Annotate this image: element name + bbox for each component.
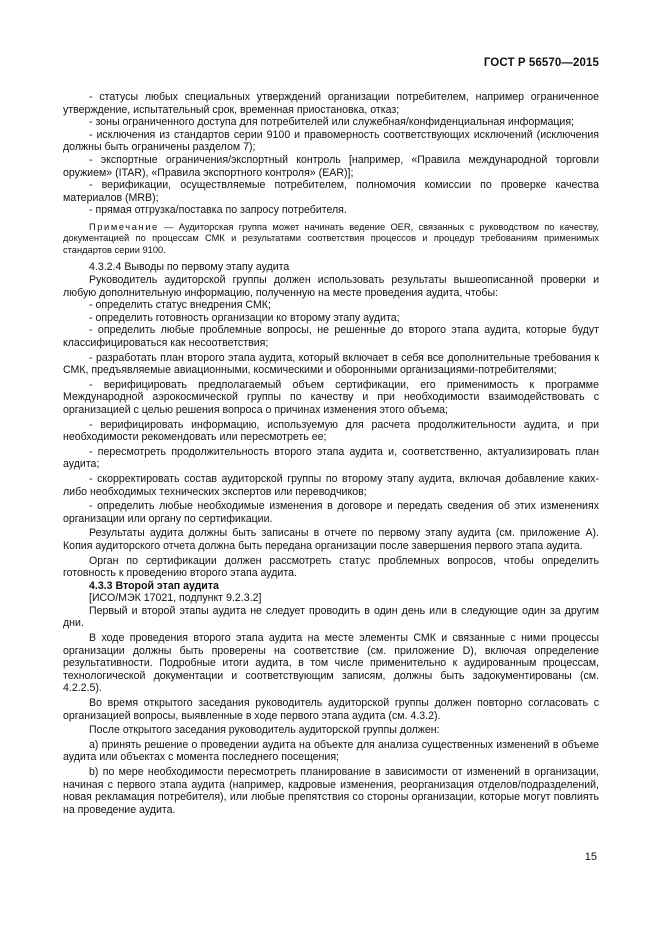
list-item: - верификации, осуществляемые потребителем, полномочия комиссии по проверке качества материалов (MRB); — [63, 179, 599, 204]
list-item: - прямая отгрузка/поставка по запросу потребителя. — [89, 204, 347, 217]
paragraph: Результаты аудита должны быть записаны в отчете по первому этапу аудита (см. приложение А). Копия аудиторского отчета должна быть передана организации после завершения первого этапа аудита. — [63, 527, 599, 552]
page-body — [63, 91, 599, 816]
list-item: - определить готовность организации ко второму этапу аудита; — [89, 311, 400, 324]
page-number: 15 — [584, 851, 597, 863]
paragraph: Руководитель аудиторской группы должен использовать результаты вышеописанной проверки и любую дополнительную информацию, полученную на месте проведения аудита, чтобы: — [63, 274, 599, 299]
paragraph: Первый и второй этапы аудита не следует проводить в один день или в следующие один за другим дни. — [63, 604, 599, 630]
list-item: - определить статус внедрения СМК; — [89, 299, 271, 312]
paragraph: Во время открытого заседания руководитель аудиторской группы должен повторно согласовать с организацией вопросы, выявленные в ходе первого этапа аудита (см. 4.3.2). — [63, 697, 599, 722]
section-heading: 4.3.2.4 Выводы по первому этапу аудита — [89, 261, 290, 274]
paragraph: Орган по сертификации должен рассмотреть статус проблемных вопросов, чтобы определить готовность к проведению второго этапа аудита. — [63, 554, 599, 580]
list-item: - пересмотреть продолжительность второго этапа аудита и, соответственно, актуализировать план аудита; — [63, 445, 599, 471]
document-header: ГОСТ Р 56570—2015 — [483, 57, 599, 69]
list-item: - скорректировать состав аудиторской группы по второму этапу аудита, включая добавление каких-либо необходимых технических экспертов или переводчиков; — [63, 472, 599, 498]
list-item: - зоны ограниченного доступа для потребителей или служебная/конфиденциальная информация; — [89, 116, 575, 129]
list-item: a) принять решение о проведении аудита на объекте для анализа существенных изменений в объеме аудита или объектах с момента последнего посещения; — [63, 738, 599, 764]
list-item: b) по мере необходимости пересмотреть планирование в зависимости от изменений в организации, начиная с первого этапа аудита (например, кадровые изменения, реорганизация отделов/подразделений, новая рекламация потребителя), или любые препятствия со стороны организации, которые могут повлиять на проведение аудита. — [63, 766, 599, 816]
reference: [ИСО/МЭК 17021, подпункт 9.2.3.2] — [89, 592, 262, 605]
note-label: Примечание — [89, 221, 159, 232]
list-item: - статусы любых специальных утверждений организации потребителем, например ограниченное утверждение, испытательный срок, временная приостановка, отказ; — [63, 91, 599, 116]
list-item: - экспортные ограничения/экспортный контроль [например, «Правила международной торговли оружием» (ITAR), «Правила экспортного контроля» (EAR)]; — [63, 153, 599, 179]
section-heading: 4.3.3 Второй этап аудита — [89, 579, 219, 592]
note-text: — Аудиторская группа может начинать ведение OER, связанных с руководством по качеству, документацией по процессам СМК и результатами соответствия процессов и процедур требованиям применимых стандартов серии 9100. — [63, 221, 599, 255]
list-item: - определить любые необходимые изменения в договоре и передать сведения об этих изменениях организации или органу по сертификации. — [63, 500, 599, 525]
note — [63, 222, 599, 257]
paragraph: После открытого заседания руководитель аудиторской группы должен: — [89, 724, 440, 737]
list-item: - верифицировать информацию, используемую для расчета продолжительности аудита, и при необходимости рекомендовать или пересмотреть ее; — [63, 418, 599, 444]
paragraph: В ходе проведения второго этапа аудита на месте элементы СМК и связанные с ними процессы организации должны быть проверены на соответствие (см. приложение D), включая определение результативности. Подробные итоги аудита, в том числе применительно к аудированным процессам, технологической документации и соответствующим записям, должны быть задокументированы (см. 4.2.2.5). — [63, 632, 599, 695]
list-item: - разработать план второго этапа аудита, который включает в себя все дополнительные требования к СМК, предъявляемые авиационными, космическими и оборонными организациями-потребителями; — [63, 351, 599, 377]
list-item: - верифицировать предполагаемый объем сертификации, его применимость к программе Международной аэрокосмической группы по качеству и при необходимости взаимодействовать с организацией с целью решения вопроса о причинах изменения этого объема; — [63, 378, 599, 416]
list-item: - определить любые проблемные вопросы, не решенные до второго этапа аудита, которые будут классифицироваться как несоответствия; — [63, 324, 599, 349]
list-item: - исключения из стандартов серии 9100 и правомерность соответствующих исключений (исключения должны быть ограничены разделом 7); — [63, 128, 599, 154]
